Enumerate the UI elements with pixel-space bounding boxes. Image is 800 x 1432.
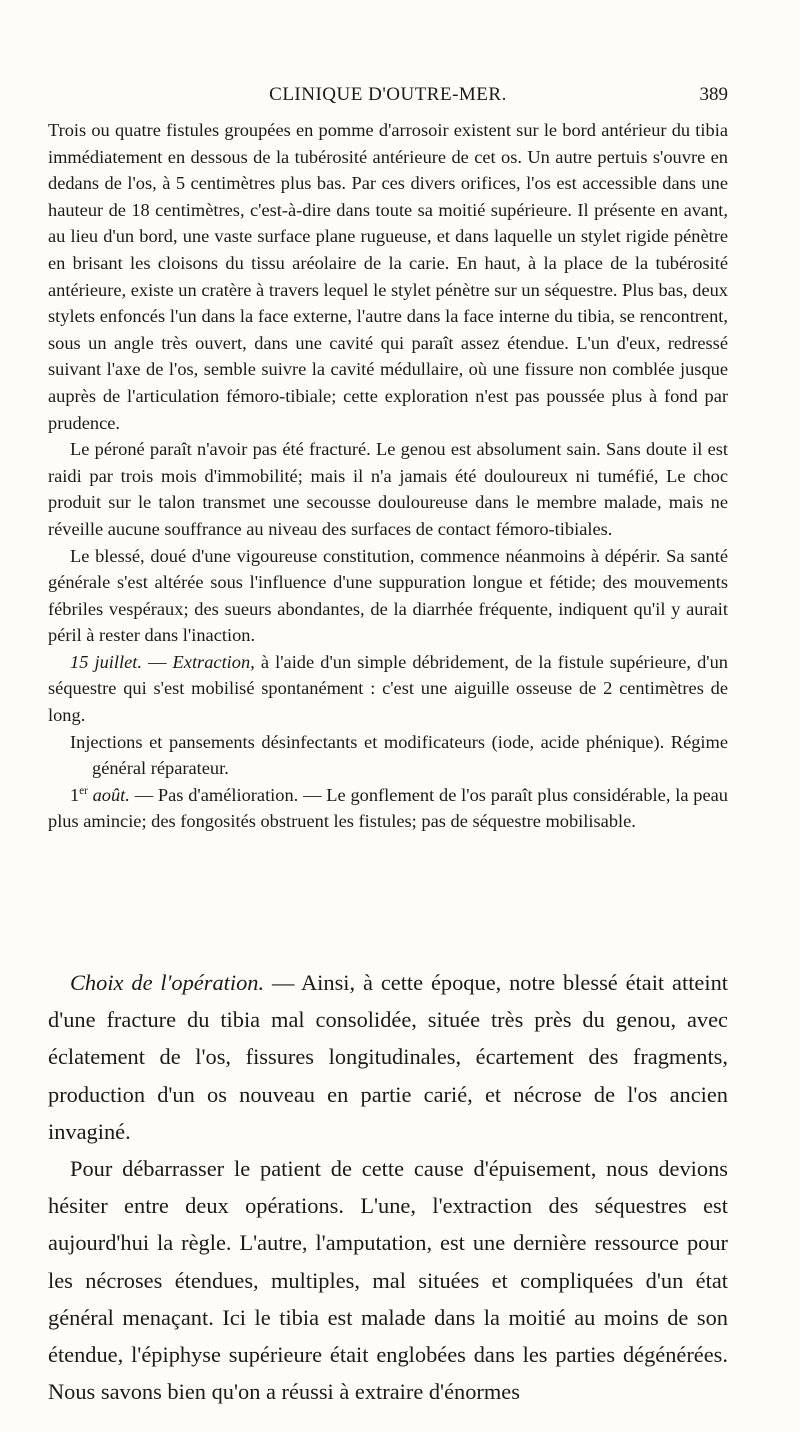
page-header xyxy=(48,84,728,114)
date-15-juillet: 15 juillet. xyxy=(70,651,142,672)
observation-text xyxy=(48,117,728,835)
label-extraction: Extraction xyxy=(172,651,251,672)
section-heading: Choix de l'opération. xyxy=(70,970,265,995)
paragraph-fistules: Trois ou quatre fistules groupées en pomme d'arrosoir existent sur le bord antérieur du tibia immédiatement en dessous de la tubérosité antérieure de cet os. Un autre pertuis s'ouvre en dedans de l'os, à 5 centimètres plus bas. Par ces divers orifices, l'os est accessible dans une hauteur de 18 centimètres, c'est-à-dire dans toute sa moitié supérieure. Il présente en avant, au lieu d'un bord, une vaste surface plane rugueuse, et dans laquelle un stylet rigide pénètre en brisant les cloisons du tissu aréolaire de la carie. En haut, à la place de la tubérosité antérieure, existe un cratère à travers lequel le stylet pénètre sur un séquestre. Plus bas, deux stylets enfoncés l'un dans la face externe, l'autre dans la face interne du tibia, se rencontrent, sous un angle très ouvert, dans une cavité qui paraît assez étendue. L'un d'eux, redressé suivant l'axe de l'os, semble suivre la cavité médullaire, où une fissure non comblée jusque auprès de l'articulation fémoro-tibiale; cette exploration n'est pas poussée plus à fond par prudence. xyxy=(48,120,728,433)
date-month: août. xyxy=(87,784,130,805)
aout-text: — Pas d'amélioration. — Le gonflement de l'os paraît plus considérable, la peau plus amincie; des fongosités obstruent les fistules; pas de séquestre mobilisable. xyxy=(48,784,728,832)
paragraph-debarrasser: Pour débarrasser le patient de cette cause d'épuisement, nous devions hésiter entre deux opérations. L'une, l'extraction des séquestres est aujourd'hui la règle. L'autre, l'amputation, est une dernière ressource pour les nécroses étendues, multiples, mal situées et compliquées d'un état général menaçant. Ici le tibia est malade dans la moitié au moins de son étendue, l'épiphyse supérieure était englobées dans les parties dégénérées. Nous savons bien qu'on a réussi à extraire d'énormes xyxy=(48,1156,728,1405)
paragraph-blesse: Le blessé, doué d'une vigoureuse constitution, commence néanmoins à dépérir. Sa santé générale s'est altérée sous l'influence d'une suppuration longue et fétide; des mouvements fébriles vespéraux; des sueurs abondantes, de la diarrhée fréquente, indiquent qu'il y aurait péril à rester dans l'inaction. xyxy=(48,545,728,646)
choix-text: — Ainsi, à cette époque, notre blessé était atteint d'une fracture du tibia mal consolidée, située très près du genou, avec éclatement de l'os, fissures longitudinales, écartement des fragments, production d'un os nouveau en partie carié, et nécrose de l'os ancien invaginé. xyxy=(48,970,728,1144)
paragraph-15-juillet xyxy=(48,649,728,729)
extraction-text: , à l'aide d'un simple débridement, de la fistule supérieure, d'un séquestre qui s'est mobilisé spontanément : c'est une aiguille osseuse de 2 centimètres de long. xyxy=(48,651,728,726)
paragraph-choix xyxy=(48,964,728,1150)
dash: — xyxy=(141,651,173,672)
date-ordinal: er xyxy=(79,784,88,797)
date-day: 1 xyxy=(70,784,80,805)
paragraph-perone: Le péroné paraît n'avoir pas été fracturé. Le genou est absolument sain. Sans doute il est raidi par trois mois d'immobilité; mais il n'a jamais été douloureux ni tuméfié, Le choc produit sur le talon transmet une secousse douloureuse dans le membre malade, mais ne réveille aucune souffrance au niveau des surfaces de contact fémoro-tibiales. xyxy=(48,439,728,539)
paragraph-injections: Injections et pansements désinfectants et modificateurs (iode, acide phénique). Régime général réparateur. xyxy=(70,731,728,779)
paragraph-1er-aout xyxy=(48,782,728,835)
page-number: 389 xyxy=(699,84,728,105)
running-title: CLINIQUE D'OUTRE-MER. xyxy=(269,84,507,105)
discussion-text xyxy=(48,964,728,1410)
